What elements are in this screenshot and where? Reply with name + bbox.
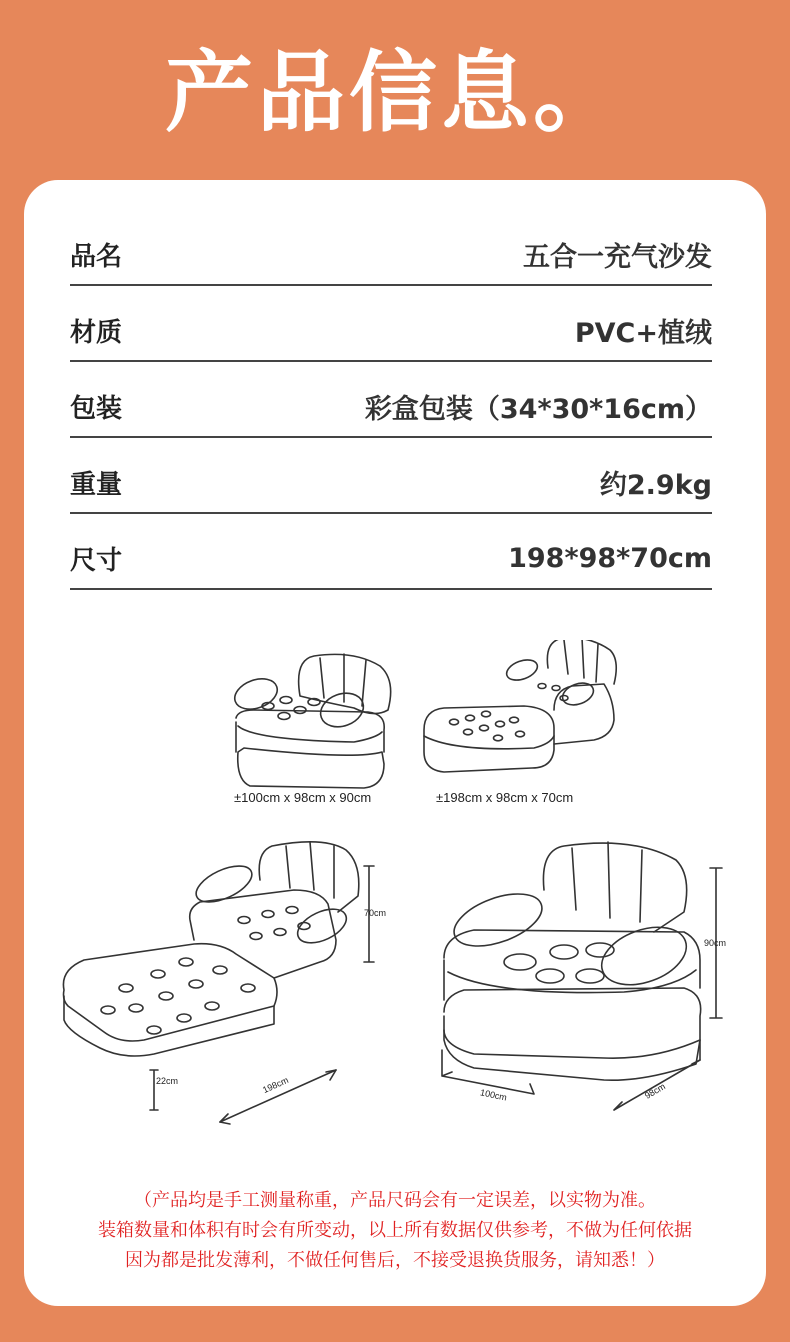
chair-mode-caption: ±100cm x 98cm x 90cm (234, 790, 372, 805)
chair-mode-drawing (231, 654, 391, 788)
chair-depth-label: 98cm (642, 1081, 668, 1101)
bed-length-label: 198cm (261, 1074, 290, 1096)
spec-row-name (70, 210, 712, 286)
spec-row-packaging (70, 362, 712, 438)
spec-label: 尺寸 (70, 545, 123, 576)
bed-thickness-label: 22cm (156, 1076, 179, 1086)
sofa-diagrams (24, 640, 766, 1160)
product-info-card (24, 180, 766, 1306)
notice-line-2: 装箱数量和体积有时会有所变动，以上所有数据仅供参考，不做为任何依据 (98, 1220, 692, 1241)
bed-height-label: 70cm (364, 908, 387, 918)
notice-line-3: 因为都是批发薄利，不做任何售后，不接受退换货服务，请知悉！） (125, 1250, 665, 1271)
spec-label: 材质 (70, 317, 123, 348)
spec-value: PVC+植绒 (574, 317, 712, 349)
chair-mode-large-drawing (442, 842, 722, 1110)
bed-mode-large-drawing (63, 842, 374, 1124)
spec-row-material (70, 286, 712, 362)
spec-row-size (70, 514, 712, 590)
spec-value: 彩盒包装（34*30*16cm） (364, 393, 712, 425)
spec-table (70, 210, 712, 590)
chair-width-label: 100cm (479, 1087, 508, 1103)
spec-label: 重量 (70, 469, 123, 500)
spec-label: 包装 (70, 393, 123, 424)
disclaimer-notice (24, 1186, 766, 1276)
chair-height-label: 90cm (704, 938, 727, 948)
bed-mode-small-drawing (424, 640, 616, 772)
spec-value: 约2.9kg (599, 469, 712, 501)
spec-value: 五合一充气沙发 (523, 241, 712, 273)
page-title: 产品信息。 (164, 41, 625, 144)
spec-value: 198*98*70cm (508, 542, 712, 574)
bed-mode-caption: ±198cm x 98cm x 70cm (436, 790, 574, 805)
spec-label: 品名 (70, 241, 123, 272)
sofa-line-drawings (24, 640, 766, 1160)
notice-line-1: （产品均是手工测量称重，产品尺码会有一定误差，以实物为准。 (134, 1190, 656, 1211)
spec-row-weight (70, 438, 712, 514)
